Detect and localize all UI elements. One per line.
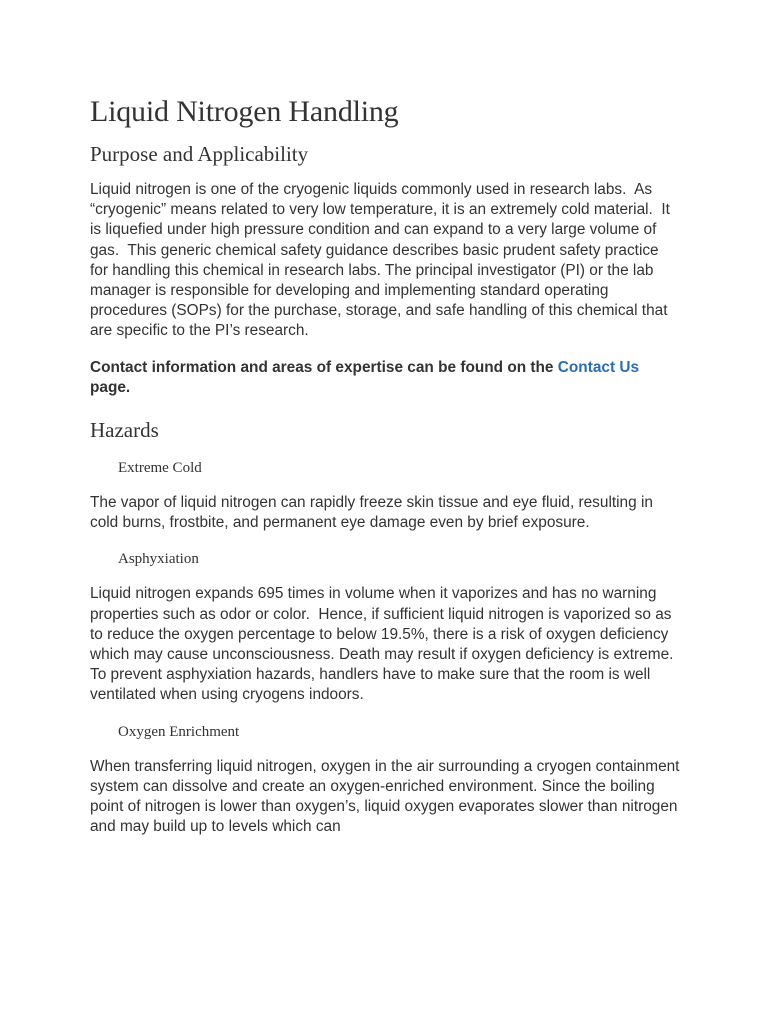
page-title: Liquid Nitrogen Handling bbox=[90, 95, 399, 128]
document-page bbox=[90, 94, 680, 853]
purpose-paragraph: Liquid nitrogen is one of the cryogenic liquids commonly used in research labs. As “cryogenic” means related to very low temperature, it is an extremely cold material. It is liquefied under high pressure condition and can expand to a very large volume of gas. This generic chemical safety guidance describes basic prudent safety practice for handling this chemical in research labs. The principal investigator (PI) or the lab manager is responsible for developing and implementing standard operating procedures (SOPs) for the purchase, storage, and safe handling of this chemical that are specific to the PI’s research. bbox=[90, 181, 670, 340]
contact-us-link[interactable]: Contact Us bbox=[557, 358, 640, 376]
subheading-oxygen-enrichment: Oxygen Enrichment bbox=[118, 723, 240, 740]
section-heading-hazards: Hazards bbox=[90, 418, 159, 443]
contact-text-before: Contact information and areas of expertise can be found on the bbox=[90, 358, 558, 376]
oxygen-enrichment-paragraph: When transferring liquid nitrogen, oxygen in the air surrounding a cryogen containment system can dissolve and create an oxygen-enriched environment. Since the boiling point of nitrogen is lower than oxygen’s, liquid oxygen evaporates slower than nitrogen and may build up to levels which can bbox=[90, 757, 680, 836]
contact-info-paragraph bbox=[90, 358, 680, 398]
subheading-extreme-cold: Extreme Cold bbox=[118, 460, 202, 477]
section-heading-purpose: Purpose and Applicability bbox=[90, 142, 309, 166]
asphyxiation-paragraph: Liquid nitrogen expands 695 times in volume when it vaporizes and has no warning properties such as odor or color. Hence, if sufficient liquid nitrogen is vaporized so as to reduce the oxygen percentage to below 19.5%, there is a risk of oxygen deficiency which may cause unconsciousness. Death may result if oxygen deficiency is extreme. To prevent asphyxiation hazards, handlers have to make sure that the room is well ventilated when using cryogens indoors. bbox=[90, 585, 678, 704]
subheading-asphyxiation: Asphyxiation bbox=[118, 551, 199, 568]
contact-text-after: page. bbox=[90, 378, 131, 396]
extreme-cold-paragraph: The vapor of liquid nitrogen can rapidly freeze skin tissue and eye fluid, resulting in cold burns, frostbite, and permanent eye damage even by brief exposure. bbox=[90, 494, 653, 532]
